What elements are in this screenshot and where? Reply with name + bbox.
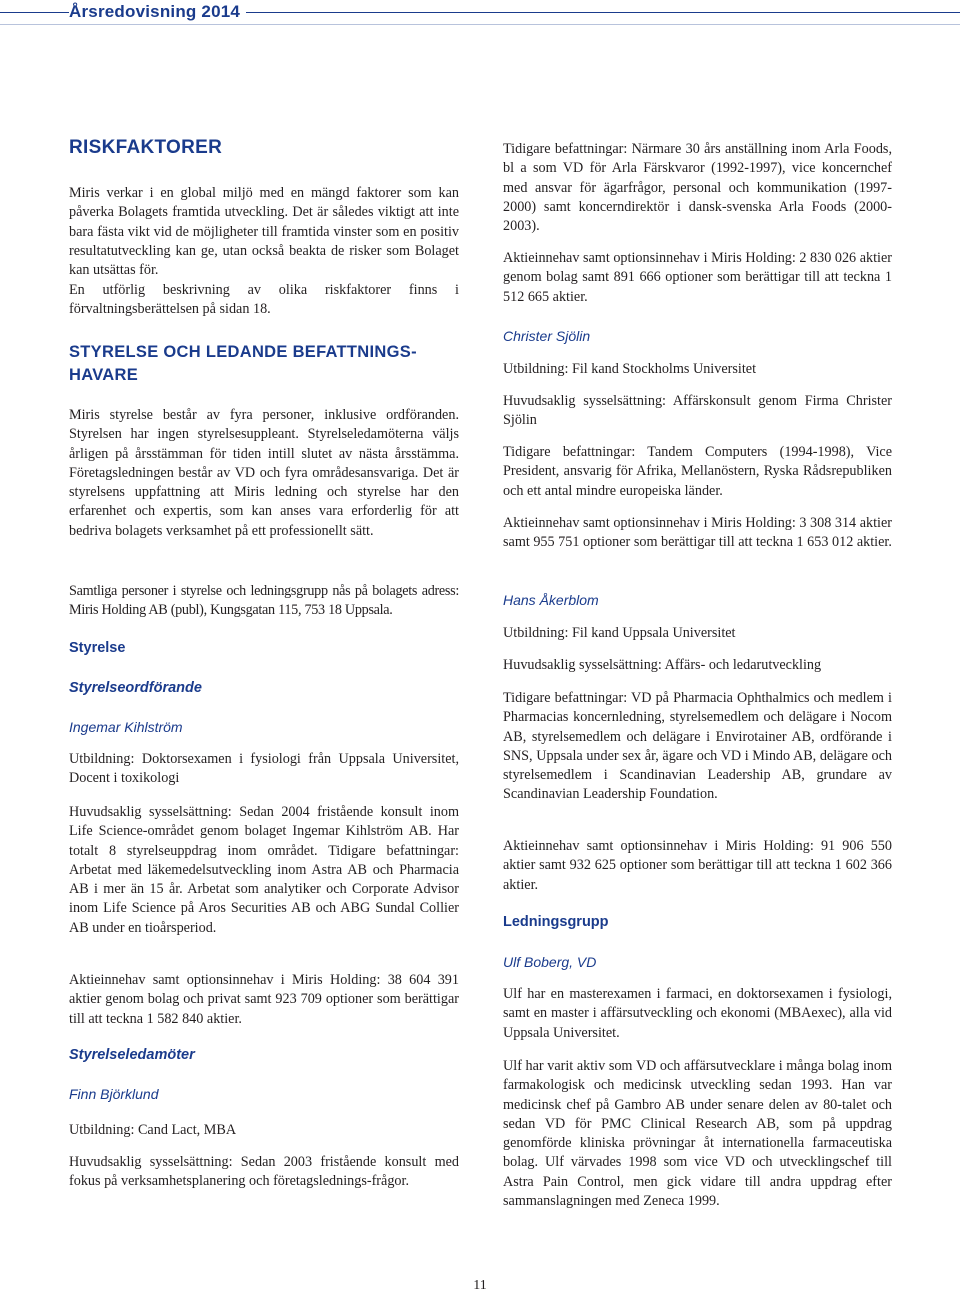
- person-previous-positions: Tidigare befattningar: Närmare 30 års anställning inom Arla Foods, bl a som VD för Arla Färskvaror (1992-1997), vice koncernchef med ansvar för ägarfrågor, personal och kommunikation (1997-2000) samt koncerndirektör i dansk-svenska Arla Foods (2000-2003).: [503, 141, 892, 235]
- ledamoter-heading: Styrelseledamöter: [69, 1047, 195, 1063]
- header-title: Årsredovisning 2014: [69, 2, 246, 22]
- person-occupation: Huvudsaklig sysselsättning: Sedan 2003 fristående konsult med fokus på verksamhetsplanering och företagslednings-frågor.: [69, 1154, 459, 1190]
- risk-heading: RISKFAKTORER: [69, 137, 223, 158]
- contact-paragraph: Samtliga personer i styrelse och ledningsgrupp nås på bolagets adress: Miris Holding AB (publ), Kungsgatan 115, 753 18 Uppsala.: [69, 583, 459, 619]
- person-holdings: Aktieinnehav samt optionsinnehav i Miris Holding: 38 604 391 aktier genom bolag och privat samt 923 709 optioner som berättigar till att teckna 1 582 840 aktier.: [69, 972, 459, 1027]
- person-name: Ulf Boberg, VD: [503, 954, 597, 970]
- person-education: Utbildning: Fil kand Uppsala Universitet: [503, 625, 736, 641]
- person-occupation: Huvudsaklig sysselsättning: Affärs- och ledarutveckling: [503, 657, 822, 673]
- person-name: Finn Björklund: [69, 1086, 159, 1102]
- person-bio-paragraph: Ulf har varit aktiv som VD och affärsutvecklare i många bolag inom farmakologisk och medicinsk utveckling sedan 1993. Han var medicinsk chef på Gambro AB under senare delen av 80-talet och sedan VD för PMC Clinical Research AB, som på uppdrag genomförde kliniska prövningar åt internationella farmaceutiska bolag. Ulf värvades 1998 som vice VD och utvecklingschef till Astra Pain Control, men gick vidare till andra uppdrag efter sammanslagningen med Zeneca 1999.: [503, 1058, 892, 1210]
- person-occupation: Huvudsaklig sysselsättning: Sedan 2004 fristående konsult inom Life Science-området genom bolaget Ingemar Kihlström AB. Har totalt 8 styrelseuppdrag inom området. Tidigare befattningar: Arbetat med läkemedelsutveckling inom Astra AB och Pharmacia AB i mer än 15 år. Arbetat som analytiker och Corporate Advisor inom Life Science på Aros Securities AB och ABG Sundal Collier AB under en tioårsperiod.: [69, 804, 459, 936]
- person-bio-paragraph: Ulf har en masterexamen i farmaci, en doktorsexamen i fysiologi, samt en master i affärsutveckling och ekonomi (MBAexec), alla vid Uppsala Universitet.: [503, 986, 892, 1041]
- person-education: Utbildning: Cand Lact, MBA: [69, 1122, 237, 1138]
- person-name: Hans Åkerblom: [503, 592, 599, 608]
- person-previous-positions: Tidigare befattningar: Tandem Computers (1994-1998), Vice President, ansvarig för Afrika, Mellanöstern, Ryska Rådsrepubliken och ett antal mindre europeiska länder.: [503, 444, 892, 499]
- person-education: Utbildning: Fil kand Stockholms Universitet: [503, 361, 757, 377]
- ordforande-heading: Styrelseordförande: [69, 680, 202, 696]
- board-heading: STYRELSE OCH LEDANDE BEFATTNINGS-HAVARE: [69, 343, 417, 384]
- board-paragraph: Miris styrelse består av fyra personer, inklusive ordföranden. Styrelsen har ingen styrelsesuppleant. Styrelseledamöterna väljs årligen på årsstämman för tiden intill slutet av nästa årsstämma. Företagsledningen består av VD och fyra områdesansvariga. Det är styrelsens uppfattning att Miris ledning och styrelse har den erfarenhet och expertis, som kan anses vara erforderlig för att bedriva bolagets verksamhet på ett professionellt sätt.: [69, 407, 459, 539]
- header-rule-lower: [0, 24, 960, 25]
- person-occupation: Huvudsaklig sysselsättning: Affärskonsult genom Firma Christer Sjölin: [503, 393, 892, 429]
- styrelse-heading: Styrelse: [69, 640, 126, 656]
- person-name: Christer Sjölin: [503, 328, 591, 344]
- person-holdings: Aktieinnehav samt optionsinnehav i Miris Holding: 2 830 026 aktier genom bolag samt 891 666 optioner som berättigar till att teckna 1 512 665 aktier.: [503, 250, 892, 305]
- page-number: 11: [473, 1278, 487, 1293]
- ledningsgrupp-heading: Ledningsgrupp: [503, 914, 609, 930]
- person-name: Ingemar Kihlström: [69, 719, 183, 735]
- person-previous-positions: Tidigare befattningar: VD på Pharmacia Ophthalmics och medlem i Pharmacias koncernledning, styrelsemedlem och delägare i Nocom AB, styrelsemedlem och delägare i Envirotainer AB, ordförande i SNS, Uppsala under sex år, ägare och VD i Mindo AB, delägare och styrelsemedlem i Scandinavian Leadership AB, grundare av Scandinavian Leadership Foundation.: [503, 690, 892, 803]
- person-holdings: Aktieinnehav samt optionsinnehav i Miris Holding: 91 906 550 aktier samt 932 625 optioner som berättigar till att teckna 1 602 366 aktier.: [503, 838, 892, 893]
- risk-reference-paragraph: En utförlig beskrivning av olika riskfaktorer finns i förvaltningsberättelsen på sidan 18.: [69, 282, 459, 318]
- page-header: [0, 0, 960, 26]
- risk-paragraph: Miris verkar i en global miljö med en mängd faktorer som kan påverka Bolagets framtida utveckling. Det är således viktigt att inte bara fästa vikt vid de möjligheter till framtida vinster som en positiv resultatutveckling kan ge, utan också beakta de risker som Bolaget kan utsättas för.: [69, 185, 459, 279]
- person-education: Utbildning: Doktorsexamen i fysiologi från Uppsala Universitet, Docent i toxikologi: [69, 751, 459, 787]
- person-holdings: Aktieinnehav samt optionsinnehav i Miris Holding: 3 308 314 aktier samt 955 751 optioner som berättigar till att teckna 1 653 012 aktier.: [503, 515, 892, 551]
